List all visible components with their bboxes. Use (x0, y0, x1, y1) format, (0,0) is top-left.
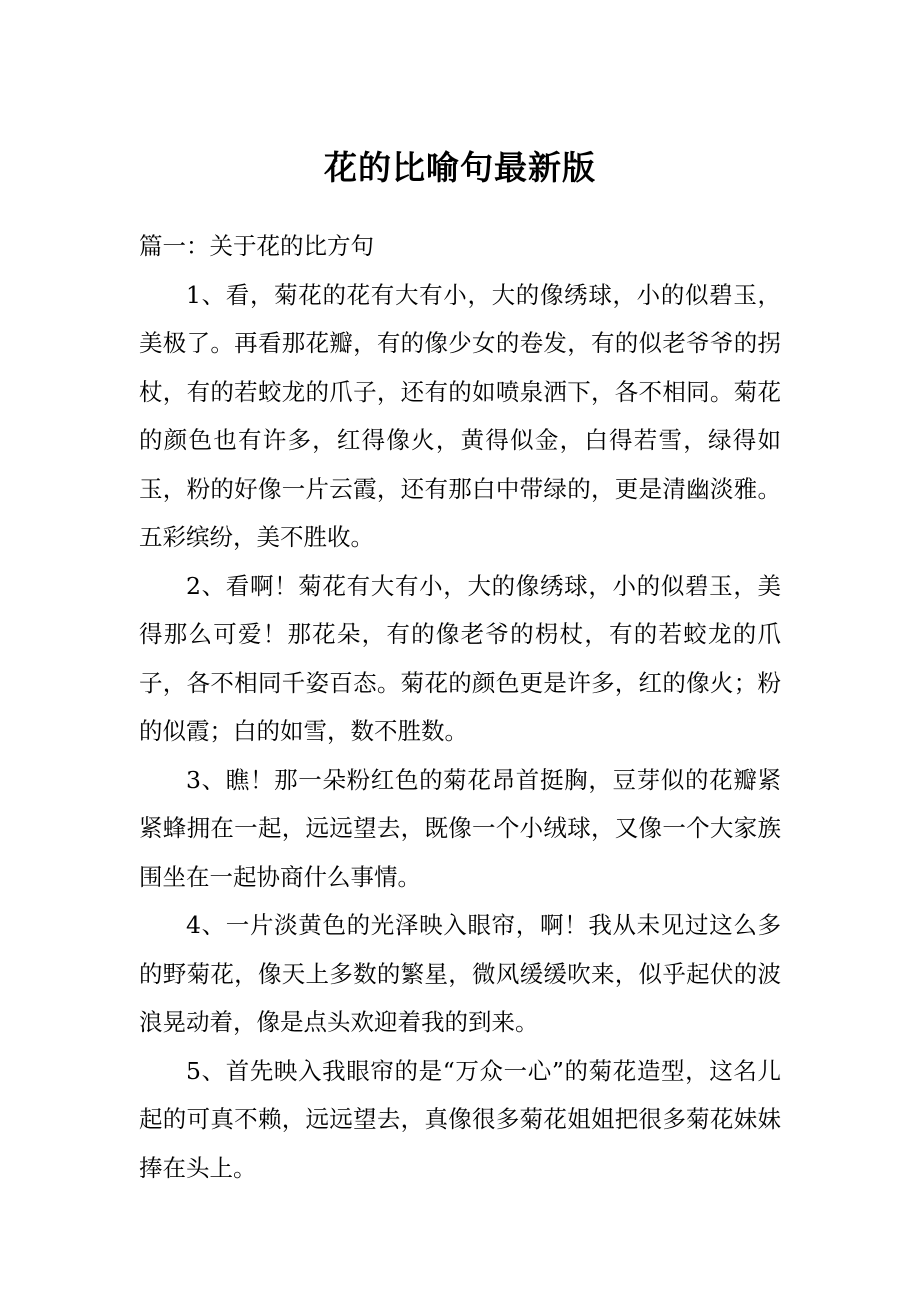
document-title: 花的比喻句最新版 (324, 148, 596, 187)
paragraph-2: 2、看啊！菊花有大有小，大的像绣球，小的似碧玉，美得那么可爱！那花朵，有的像老爷的枴杖，有的若蛟龙的爪子，各不相同千姿百态。菊花的颜色更是许多，红的像火；粉的似霞；白的如雪，数不胜数。 (139, 571, 781, 745)
paragraph-3: 3、瞧！那一朵粉红色的菊花昂首挺胸，豆芽似的花瓣紧紧蜂拥在一起，远远望去，既像一个小绒球，又像一个大家族围坐在一起协商什么事情。 (139, 765, 781, 891)
paragraph-5: 5、首先映入我眼帘的是“万众一心”的菊花造型，这名儿起的可真不赖，远远望去，真像很多菊花姐姐把很多菊花妹妹捧在头上。 (139, 1056, 781, 1182)
section-heading: 篇一：关于花的比方句 (139, 232, 374, 260)
paragraph-1: 1、看，菊花的花有大有小，大的像绣球，小的似碧玉，美极了。再看那花瓣，有的像少女的卷发，有的似老爷爷的拐杖，有的若蛟龙的爪子，还有的如喷泉洒下，各不相同。菊花的颜色也有许多，红得像火，黄得似金，白得若雪，绿得如玉，粉的好像一片云霞，还有那白中带绿的，更是清幽淡雅。五彩缤纷，美不胜收。 (139, 280, 781, 551)
document-body (139, 222, 781, 1192)
paragraph-4: 4、一片淡黄色的光泽映入眼帘，啊！我从未见过这么多的野菊花，像天上多数的繁星，微风缓缓吹来，似乎起伏的波浪晃动着，像是点头欢迎着我的到来。 (139, 911, 781, 1036)
